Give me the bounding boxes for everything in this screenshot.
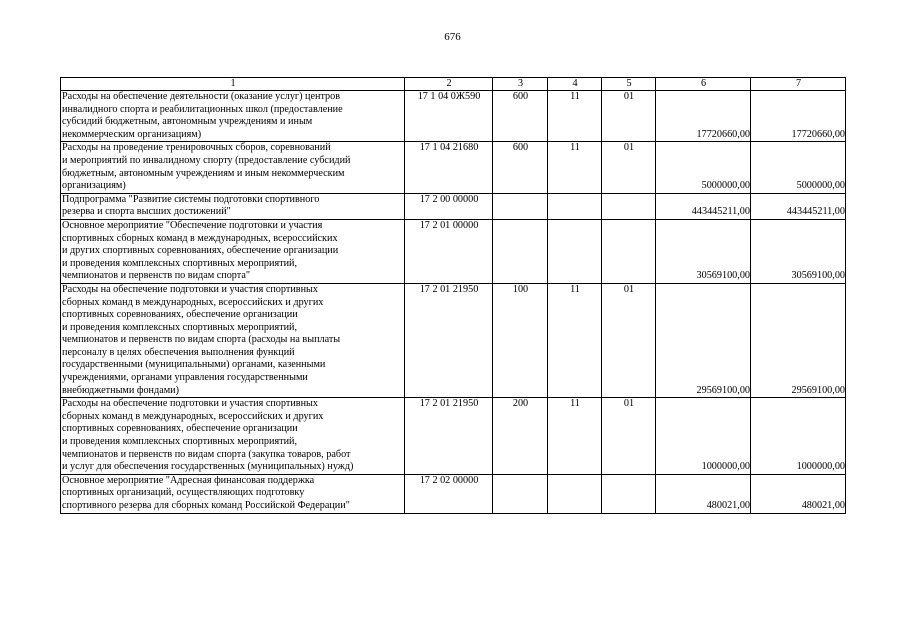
row-name bbox=[61, 193, 405, 219]
row-name-line: Основное мероприятие "Обеспечение подготовки и участия bbox=[62, 219, 323, 231]
row-target-code: 17 2 00 00000 bbox=[405, 193, 493, 219]
row-target-code: 17 2 01 00000 bbox=[405, 219, 493, 283]
row-section bbox=[548, 219, 602, 283]
column-header: 7 bbox=[751, 78, 846, 91]
page-number: 676 bbox=[444, 31, 461, 43]
column-header: 1 bbox=[61, 78, 405, 91]
row-name-line: субсидий бюджетным, автономным учреждениям и иным bbox=[62, 116, 313, 128]
column-header: 3 bbox=[493, 78, 548, 91]
row-name-line: спортивных организаций, осуществляющих подготовку bbox=[62, 487, 305, 499]
row-amount-1: 443445211,00 bbox=[656, 193, 751, 219]
row-name-line: некоммерческим организациям) bbox=[62, 128, 202, 140]
row-target-code: 17 1 04 0Ж590 bbox=[405, 91, 493, 142]
row-name-line: внебюджетными фондами) bbox=[62, 384, 180, 396]
row-name-line: сборных команд в международных, всероссийских и других bbox=[62, 410, 324, 422]
row-name bbox=[61, 474, 405, 513]
row-name-line: спортивных соревнованиях, обеспечение организации bbox=[62, 423, 298, 435]
budget-table bbox=[60, 77, 846, 514]
row-subsection: 01 bbox=[602, 91, 656, 142]
row-name-line: сборных команд в международных, всероссийских и других bbox=[62, 296, 324, 308]
row-amount-1: 5000000,00 bbox=[656, 142, 751, 193]
column-header: 6 bbox=[656, 78, 751, 91]
row-name-line: Подпрограмма "Развитие системы подготовки спортивного bbox=[62, 193, 320, 205]
row-name-line: инвалидного спорта и реабилитационных школ (предоставление bbox=[62, 103, 343, 115]
row-name-line: спортивных сборных команд в международных, всероссийских bbox=[62, 232, 338, 244]
table-row bbox=[61, 398, 846, 475]
row-section bbox=[548, 474, 602, 513]
row-name-line: Расходы на проведение тренировочных сборов, соревнований bbox=[62, 142, 331, 154]
row-subsection: 01 bbox=[602, 283, 656, 397]
row-subsection bbox=[602, 474, 656, 513]
row-expense-type: 600 bbox=[493, 91, 548, 142]
row-name-line: чемпионатов и первенств по видам спорта (расходы на выплаты bbox=[62, 334, 341, 346]
table-row bbox=[61, 142, 846, 193]
row-target-code: 17 1 04 21680 bbox=[405, 142, 493, 193]
row-name-line: и проведения комплексных спортивных мероприятий, bbox=[62, 436, 298, 448]
row-amount-1: 17720660,00 bbox=[656, 91, 751, 142]
row-subsection: 01 bbox=[602, 398, 656, 475]
row-amount-2: 443445211,00 bbox=[751, 193, 846, 219]
row-amount-2: 480021,00 bbox=[751, 474, 846, 513]
row-subsection bbox=[602, 219, 656, 283]
column-header: 4 bbox=[548, 78, 602, 91]
header-row bbox=[61, 78, 846, 91]
row-section bbox=[548, 193, 602, 219]
row-name-line: учреждениями, органами управления государственными bbox=[62, 372, 308, 384]
row-name-line: Основное мероприятие "Адресная финансовая поддержка bbox=[62, 474, 315, 486]
table-row bbox=[61, 283, 846, 397]
table-row bbox=[61, 474, 846, 513]
row-amount-2: 17720660,00 bbox=[751, 91, 846, 142]
row-name bbox=[61, 398, 405, 475]
row-target-code: 17 2 01 21950 bbox=[405, 398, 493, 475]
row-name-line: государственными (муниципальными) органами, казенными bbox=[62, 359, 326, 371]
column-header: 5 bbox=[602, 78, 656, 91]
row-name-line: спортивных соревнованиях, обеспечение организации bbox=[62, 309, 298, 321]
row-name-line: Расходы на обеспечение деятельности (оказание услуг) центров bbox=[62, 91, 341, 102]
row-subsection: 01 bbox=[602, 142, 656, 193]
row-name-line: бюджетным, автономным учреждениям и иным некоммерческим bbox=[62, 167, 345, 179]
row-name-line: Расходы на обеспечение подготовки и участия спортивных bbox=[62, 283, 318, 295]
row-section: 11 bbox=[548, 91, 602, 142]
row-section: 11 bbox=[548, 398, 602, 475]
table-row bbox=[61, 193, 846, 219]
row-expense-type: 600 bbox=[493, 142, 548, 193]
table-row bbox=[61, 91, 846, 142]
row-name-line: организациям) bbox=[62, 180, 126, 192]
table-row bbox=[61, 219, 846, 283]
row-name bbox=[61, 142, 405, 193]
column-header: 2 bbox=[405, 78, 493, 91]
row-expense-type bbox=[493, 474, 548, 513]
row-expense-type: 200 bbox=[493, 398, 548, 475]
row-name-line: и других спортивных соревнованиях, обеспечение организации bbox=[62, 245, 339, 257]
row-amount-2: 30569100,00 bbox=[751, 219, 846, 283]
row-name-line: Расходы на обеспечение подготовки и участия спортивных bbox=[62, 398, 318, 410]
row-expense-type bbox=[493, 193, 548, 219]
row-name-line: и мероприятий по инвалидному спорту (предоставление субсидий bbox=[62, 154, 351, 166]
row-amount-1: 1000000,00 bbox=[656, 398, 751, 475]
row-name-line: чемпионатов и первенств по видам спорта (закупка товаров, работ bbox=[62, 448, 351, 460]
row-name-line: резерва и спорта высших достижений" bbox=[62, 206, 231, 218]
row-name-line: чемпионатов и первенств по видам спорта" bbox=[62, 270, 251, 282]
row-amount-2: 5000000,00 bbox=[751, 142, 846, 193]
row-amount-2: 29569100,00 bbox=[751, 283, 846, 397]
row-section: 11 bbox=[548, 142, 602, 193]
row-subsection bbox=[602, 193, 656, 219]
row-amount-1: 29569100,00 bbox=[656, 283, 751, 397]
row-name-line: и проведения комплексных спортивных мероприятий, bbox=[62, 257, 298, 269]
row-expense-type: 100 bbox=[493, 283, 548, 397]
row-amount-2: 1000000,00 bbox=[751, 398, 846, 475]
row-name-line: и проведения комплексных спортивных мероприятий, bbox=[62, 321, 298, 333]
row-name bbox=[61, 283, 405, 397]
row-target-code: 17 2 01 21950 bbox=[405, 283, 493, 397]
row-target-code: 17 2 02 00000 bbox=[405, 474, 493, 513]
row-name bbox=[61, 219, 405, 283]
row-name-line: спортивного резерва для сборных команд Российской Федерации" bbox=[62, 500, 350, 511]
row-section: 11 bbox=[548, 283, 602, 397]
row-name-line: персоналу в целях обеспечения выполнения функций bbox=[62, 346, 295, 358]
row-amount-1: 30569100,00 bbox=[656, 219, 751, 283]
row-amount-1: 480021,00 bbox=[656, 474, 751, 513]
row-name bbox=[61, 91, 405, 142]
row-expense-type bbox=[493, 219, 548, 283]
row-name-line: и услуг для обеспечения государственных (муниципальных) нужд) bbox=[62, 461, 354, 473]
